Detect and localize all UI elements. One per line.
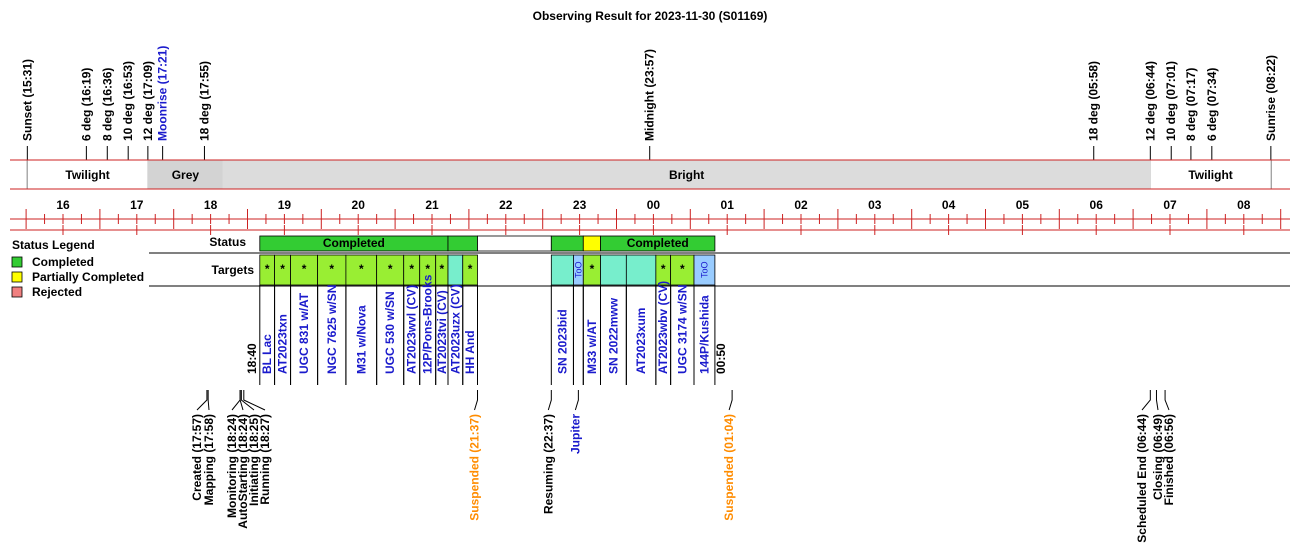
target-marker-too: ToO: [573, 261, 584, 278]
event-label-6-deg-16-19: 6 deg (16:19): [79, 67, 94, 141]
status-block-partially-completed: [583, 236, 600, 251]
target-block-at2023uzx-cv: [448, 255, 463, 285]
log-event-monitoring-18-24: Monitoring (18:24): [225, 414, 239, 518]
status-row-label: Status: [209, 235, 246, 249]
log-leader: [1142, 390, 1150, 410]
log-event-jupiter: Jupiter: [568, 414, 583, 455]
target-marker: *: [439, 262, 445, 276]
target-name-ugc-3174-w-sn: UGC 3174 w/SN: [675, 284, 690, 374]
legend-label-partially-completed: Partially Completed: [32, 270, 145, 284]
log-leader: [1156, 390, 1158, 410]
target-marker: *: [679, 262, 685, 276]
target-marker: *: [660, 262, 666, 276]
target-name-at2023txn: AT2023txn: [275, 314, 290, 374]
log-event-suspended-01-04: Suspended (01:04): [722, 414, 737, 521]
log-leader: [1165, 390, 1169, 410]
target-name-at2023xum: AT2023xum: [634, 307, 649, 374]
hour-tick-label: 03: [868, 198, 882, 212]
event-label-midnight-23-57: Midnight (23:57): [642, 49, 657, 141]
hour-tick-label: 18: [203, 198, 218, 212]
target-name-at2023wbv-cv: AT2023wbv (CV): [656, 280, 671, 374]
status-block-suspended: [478, 236, 552, 251]
target-name-sn-2023bid: SN 2023bid: [555, 309, 570, 374]
event-label-18-deg-17-55: 18 deg (17:55): [197, 60, 212, 141]
target-marker: *: [409, 262, 415, 276]
target-name-ugc-530-w-sn: UGC 530 w/SN: [383, 291, 398, 374]
event-label-12-deg-17-09: 12 deg (17:09): [140, 60, 155, 141]
sky-band-label: Twilight: [1188, 168, 1233, 182]
target-marker: *: [301, 262, 307, 276]
target-name-bl-lac: BL Lac: [260, 334, 275, 374]
log-leader: [244, 390, 265, 410]
legend-title: Status Legend: [12, 238, 95, 252]
hour-tick-label: 20: [351, 198, 365, 212]
hour-tick-label: 08: [1237, 198, 1251, 212]
target-name-m31-w-nova: M31 w/Nova: [354, 305, 369, 374]
legend-label-rejected: Rejected: [32, 285, 83, 299]
sky-band-label: Grey: [171, 168, 200, 182]
hour-tick-label: 21: [425, 198, 439, 212]
legend-label-completed: Completed: [32, 255, 95, 269]
legend-swatch-completed: [12, 257, 22, 267]
range-label: 00:50: [713, 343, 728, 374]
target-marker: *: [589, 262, 595, 276]
log-events: [190, 390, 1176, 543]
target-name-144p-kushida: 144P/Kushida: [697, 295, 712, 374]
target-name-12p-pons-brooks: 12P/Pons-Brooks: [420, 274, 435, 374]
log-event-suspended-21-37: Suspended (21:37): [467, 414, 482, 521]
log-event-created-17-57: Created (17:57): [190, 414, 204, 501]
log-leader: [475, 390, 478, 410]
hour-tick-label: 05: [1015, 198, 1030, 212]
target-name-sn-2022mww: SN 2022mww: [606, 297, 621, 374]
sky-band-label: Bright: [668, 168, 705, 182]
target-marker: *: [329, 262, 335, 276]
status-legend: [12, 238, 144, 299]
target-marker: *: [280, 262, 285, 276]
hour-tick-label: 07: [1163, 198, 1177, 212]
target-marker-too: ToO: [699, 261, 710, 278]
log-leader: [241, 390, 254, 410]
target-name-ngc-7625-w-sn: NGC 7625 w/SN: [324, 284, 339, 374]
event-label-12-deg-06-44: 12 deg (06:44): [1143, 60, 1158, 141]
hour-tick-label: 04: [941, 198, 956, 212]
log-leader: [575, 390, 578, 410]
hour-tick-label: 00: [646, 198, 661, 212]
sky-bands: [10, 160, 1290, 189]
range-label: 18:40: [244, 343, 259, 374]
target-name-hh-and: HH And: [463, 330, 478, 374]
target-name-at2023wvl-cv: AT2023wvl (CV): [404, 284, 419, 374]
event-label-10-deg-16-53: 10 deg (16:53): [121, 60, 136, 141]
log-leader: [232, 390, 240, 410]
log-event-closing-06-49: Closing (06:49): [1151, 414, 1165, 501]
event-label-moonrise-17-21: Moonrise (17:21): [155, 45, 170, 141]
target-name-at2023uzx-cv: AT2023uzx (CV): [448, 284, 463, 374]
status-block-label: Completed: [626, 236, 689, 250]
log-event-resuming-22-37: Resuming (22:37): [541, 414, 556, 515]
status-block-completed: [448, 236, 478, 251]
log-leader: [729, 390, 732, 410]
hour-axis: [10, 198, 1290, 235]
sky-band-label: Twilight: [65, 168, 110, 182]
legend-swatch-rejected: [12, 287, 22, 297]
legend-swatch-partially-completed: [12, 272, 22, 282]
target-name-ugc-831-w-at: UGC 831 w/AT: [297, 292, 312, 374]
status-block-label: Completed: [322, 236, 385, 250]
log-event-autostarting-18-24: AutoStarting (18:24): [236, 414, 250, 529]
event-label-sunrise-08-22: Sunrise (08:22): [1263, 54, 1278, 141]
hour-tick-label: 06: [1089, 198, 1103, 212]
target-marker: *: [467, 262, 473, 276]
target-marker: *: [425, 262, 431, 276]
log-event-mapping-17-58: Mapping (17:58): [202, 414, 216, 506]
targets-row-label: Targets: [211, 263, 254, 277]
hour-tick-label: 16: [56, 198, 70, 212]
target-block-at2023xum: [626, 255, 656, 285]
hour-tick-label: 19: [277, 198, 292, 212]
log-leader: [208, 390, 209, 410]
event-label-8-deg-07-17: 8 deg (07:17): [1183, 67, 1198, 141]
event-label-10-deg-07-01: 10 deg (07:01): [1164, 60, 1179, 141]
hour-tick-label: 02: [794, 198, 808, 212]
event-label-8-deg-16-36: 8 deg (16:36): [100, 67, 115, 141]
target-block-sn-2023bid: [551, 255, 573, 285]
log-leader: [548, 390, 551, 410]
log-event-scheduled-end-06-44: Scheduled End (06:44): [1135, 414, 1149, 543]
target-name-m33-w-at: M33 w/AT: [584, 319, 599, 374]
target-marker: *: [358, 262, 364, 276]
chart-title: Observing Result for 2023-11-30 (S01169): [532, 9, 768, 23]
target-name-at2023tvi-cv: AT2023tvi (CV): [434, 290, 449, 374]
hour-tick-label: 17: [130, 198, 144, 212]
event-label-sunset-15-31: Sunset (15:31): [20, 58, 35, 141]
hour-tick-label: 23: [572, 198, 587, 212]
log-event-running-18-27: Running (18:27): [258, 414, 272, 505]
hour-tick-label: 22: [499, 198, 513, 212]
log-event-initiating-18-25: Initiating (18:25): [247, 414, 261, 507]
status-block-completed: [551, 236, 583, 251]
hour-tick-label: 01: [720, 198, 734, 212]
event-label-6-deg-07-34: 6 deg (07:34): [1204, 67, 1219, 141]
log-leader: [197, 390, 207, 410]
targets-row: [212, 255, 728, 385]
target-marker: *: [264, 262, 270, 276]
target-marker: *: [387, 262, 393, 276]
log-event-finished-06-56: Finished (06:56): [1162, 414, 1176, 506]
target-block-sn-2022mww: [601, 255, 627, 285]
event-label-18-deg-05-58: 18 deg (05:58): [1086, 60, 1101, 141]
